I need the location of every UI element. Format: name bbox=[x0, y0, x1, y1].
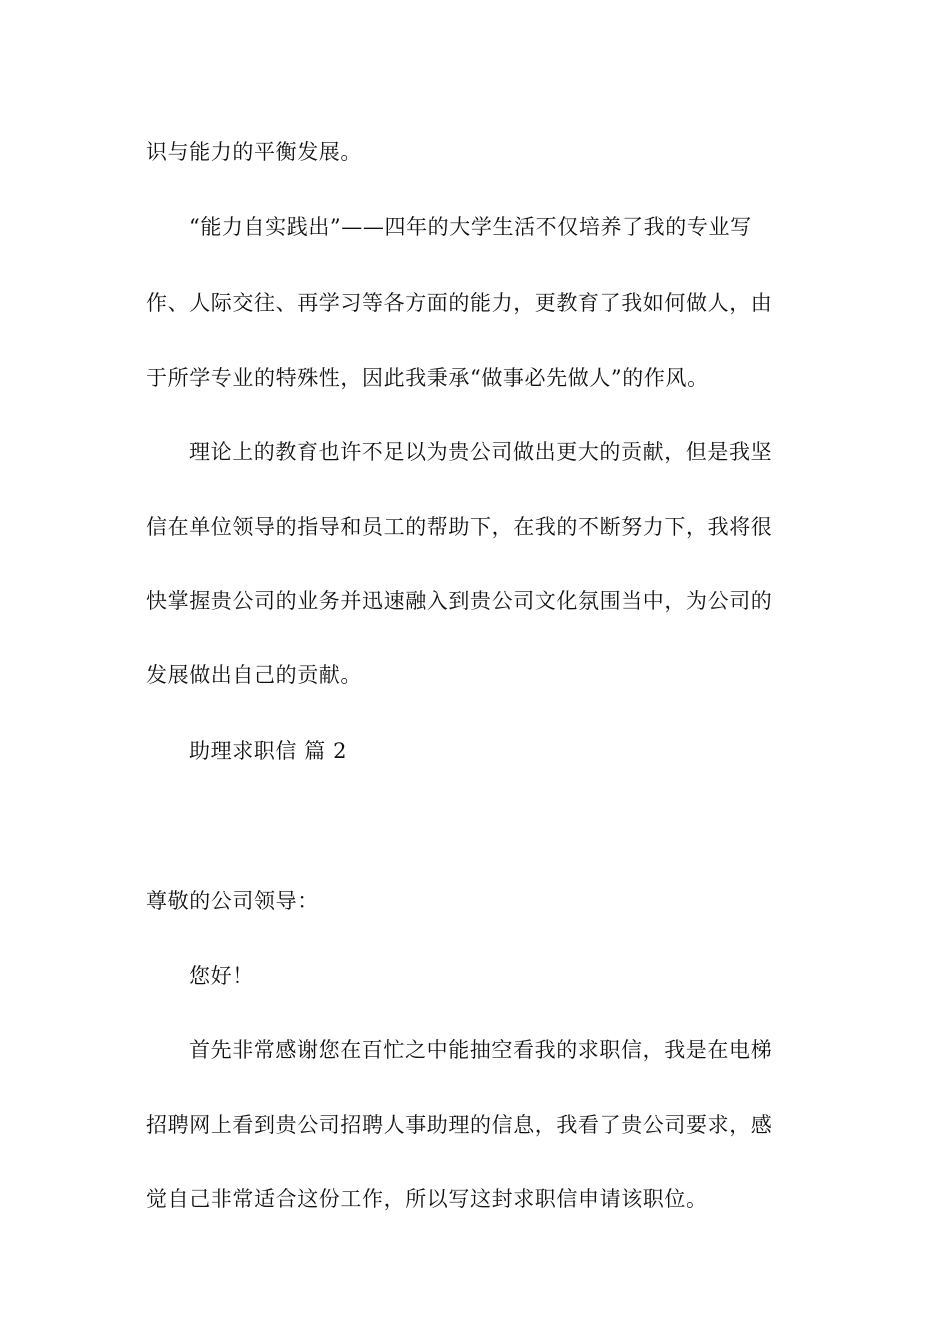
paragraph-line: 首先非常感谢您在百忙之中能抽空看我的求职信，我是在电梯 bbox=[189, 1038, 773, 1062]
paragraph-line: 发展做出自己的贡献。 bbox=[146, 663, 362, 687]
section-heading: 助理求职信 篇 2 bbox=[189, 739, 348, 763]
paragraph-line: 信在单位领导的指导和员工的帮助下，在我的不断努力下，我将很 bbox=[146, 515, 773, 539]
paragraph-line: 觉自己非常适合这份工作，所以写这封求职信申请该职位。 bbox=[146, 1187, 708, 1211]
paragraph-line: 作、人际交往、再学习等各方面的能力，更教育了我如何做人，由 bbox=[146, 291, 773, 315]
salutation: 尊敬的公司领导： bbox=[146, 889, 319, 913]
paragraph-line: 于所学专业的特殊性，因此我秉承“做事必先做人”的作风。 bbox=[146, 366, 709, 390]
paragraph-line: “能力自实践出”——四年的大学生活不仅培养了我的专业写 bbox=[189, 215, 752, 239]
greeting: 您好！ bbox=[189, 964, 254, 988]
paragraph-line: 理论上的教育也许不足以为贵公司做出更大的贡献，但是我坚 bbox=[189, 440, 773, 464]
paragraph-line: 快掌握贵公司的业务并迅速融入到贵公司文化氛围当中，为公司的 bbox=[146, 589, 773, 613]
paragraph-line: 招聘网上看到贵公司招聘人事助理的信息，我看了贵公司要求，感 bbox=[146, 1113, 773, 1137]
paragraph-line: 识与能力的平衡发展。 bbox=[146, 140, 362, 164]
